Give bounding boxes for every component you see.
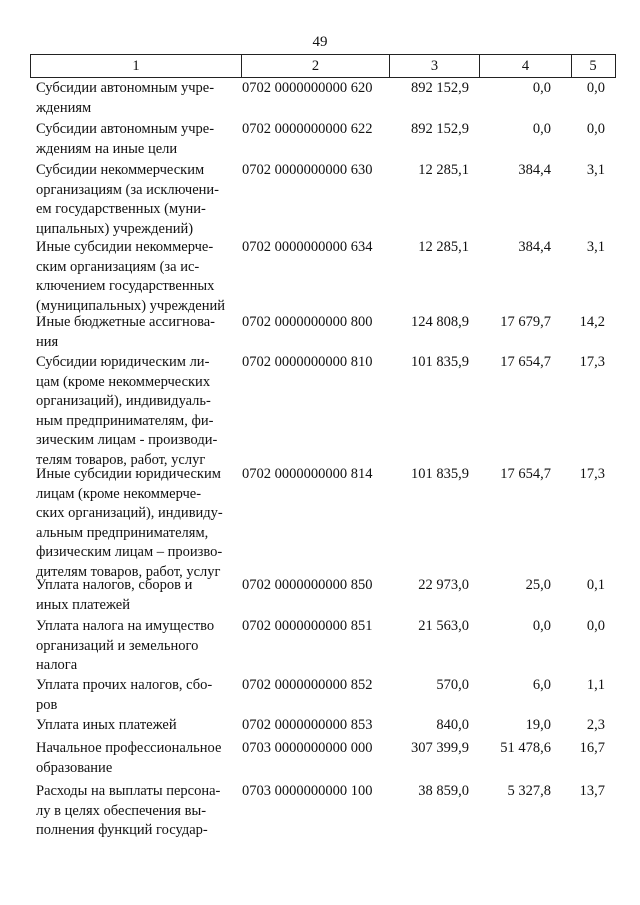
row-name: Расходы на выплаты персона- лу в целях обеспечения вы- полнения функций государ-: [36, 783, 221, 838]
row-col-4: 0,0: [532, 618, 551, 634]
row-code: 0703 0000000000 100: [242, 783, 373, 799]
row-name: Уплата прочих налогов, сбо- ров: [36, 677, 213, 713]
page-number: 49: [312, 34, 328, 50]
row-col-4: 384,4: [518, 162, 551, 178]
row-code: 0702 0000000000 800: [242, 314, 373, 330]
row-code: 0702 0000000000 814: [242, 466, 373, 482]
row-col-3: 101 835,9: [411, 354, 469, 370]
row-col-3: 892 152,9: [411, 121, 469, 137]
row-col-5: 0,0: [586, 618, 605, 634]
row-name: Уплата иных платежей: [36, 717, 177, 733]
row-code: 0702 0000000000 630: [242, 162, 373, 178]
row-col-3: 840,0: [436, 717, 469, 733]
row-col-5: 1,1: [586, 677, 605, 693]
row-col-5: 13,7: [579, 783, 605, 799]
row-name: Иные бюджетные ассигнова- ния: [36, 314, 215, 350]
row-col-5: 17,3: [579, 354, 605, 370]
row-col-5: 0,0: [586, 121, 605, 137]
row-col-4: 0,0: [532, 121, 551, 137]
row-code: 0702 0000000000 851: [242, 618, 373, 634]
row-col-4: 25,0: [525, 577, 551, 593]
row-code: 0702 0000000000 852: [242, 677, 373, 693]
row-col-5: 14,2: [579, 314, 605, 330]
row-col-3: 307 399,9: [411, 740, 469, 756]
row-col-4: 6,0: [532, 677, 551, 693]
row-name: Иные субсидии некоммерче- ским организациям (за ис- ключением государственных (муниципальных) учреждений: [36, 239, 226, 314]
row-col-4: 5 327,8: [507, 783, 551, 799]
row-col-3: 12 285,1: [418, 239, 469, 255]
table-header: [30, 54, 616, 78]
row-col-4: 0,0: [532, 80, 551, 96]
row-col-5: 17,3: [579, 466, 605, 482]
row-code: 0702 0000000000 620: [242, 80, 373, 96]
row-code: 0702 0000000000 634: [242, 239, 373, 255]
header-col-3: 3: [390, 55, 480, 77]
row-col-5: 0,0: [586, 80, 605, 96]
header-col-4: 4: [480, 55, 572, 77]
row-name: Уплата налогов, сборов и иных платежей: [36, 577, 193, 613]
row-name: Субсидии некоммерческим организациям (за исключени- ем государственных (муни- ципальных) учреждений): [36, 162, 220, 237]
row-col-5: 3,1: [586, 162, 605, 178]
row-name: Иные субсидии юридическим лицам (кроме некоммерче- ских организаций), индивиду- альным предпринимателям, физическим лицам – произво- дителям товаров, работ, услуг: [36, 466, 223, 580]
row-col-4: 19,0: [525, 717, 551, 733]
row-col-5: 2,3: [586, 717, 605, 733]
row-code: 0702 0000000000 810: [242, 354, 373, 370]
row-col-4: 17 654,7: [500, 354, 551, 370]
row-col-3: 124 808,9: [411, 314, 469, 330]
row-col-3: 22 973,0: [418, 577, 469, 593]
row-name: Субсидии юридическим ли- цам (кроме некоммерческих организаций), индивидуаль- ным предпринимателям, фи- зическим лицам - производи- телям товаров, работ, услуг: [36, 354, 218, 468]
row-col-3: 101 835,9: [411, 466, 469, 482]
row-col-3: 892 152,9: [411, 80, 469, 96]
row-code: 0702 0000000000 850: [242, 577, 373, 593]
row-col-3: 570,0: [436, 677, 469, 693]
header-col-2: 2: [242, 55, 390, 77]
row-col-4: 384,4: [518, 239, 551, 255]
row-code: 0703 0000000000 000: [242, 740, 373, 756]
row-code: 0702 0000000000 622: [242, 121, 373, 137]
row-name: Субсидии автономным учре- ждениям: [36, 80, 215, 116]
header-col-1: 1: [31, 55, 242, 77]
row-code: 0702 0000000000 853: [242, 717, 373, 733]
row-col-4: 17 654,7: [500, 466, 551, 482]
row-col-4: 51 478,6: [500, 740, 551, 756]
row-name: Начальное профессиональное образование: [36, 740, 222, 776]
row-name: Уплата налога на имущество организаций и земельного налога: [36, 618, 215, 673]
row-col-3: 12 285,1: [418, 162, 469, 178]
row-col-5: 0,1: [586, 577, 605, 593]
row-col-5: 16,7: [579, 740, 605, 756]
row-col-3: 21 563,0: [418, 618, 469, 634]
row-name: Субсидии автономным учре- ждениям на иные цели: [36, 121, 215, 157]
row-col-3: 38 859,0: [418, 783, 469, 799]
header-col-5: 5: [589, 58, 597, 74]
row-col-5: 3,1: [586, 239, 605, 255]
row-col-4: 17 679,7: [500, 314, 551, 330]
